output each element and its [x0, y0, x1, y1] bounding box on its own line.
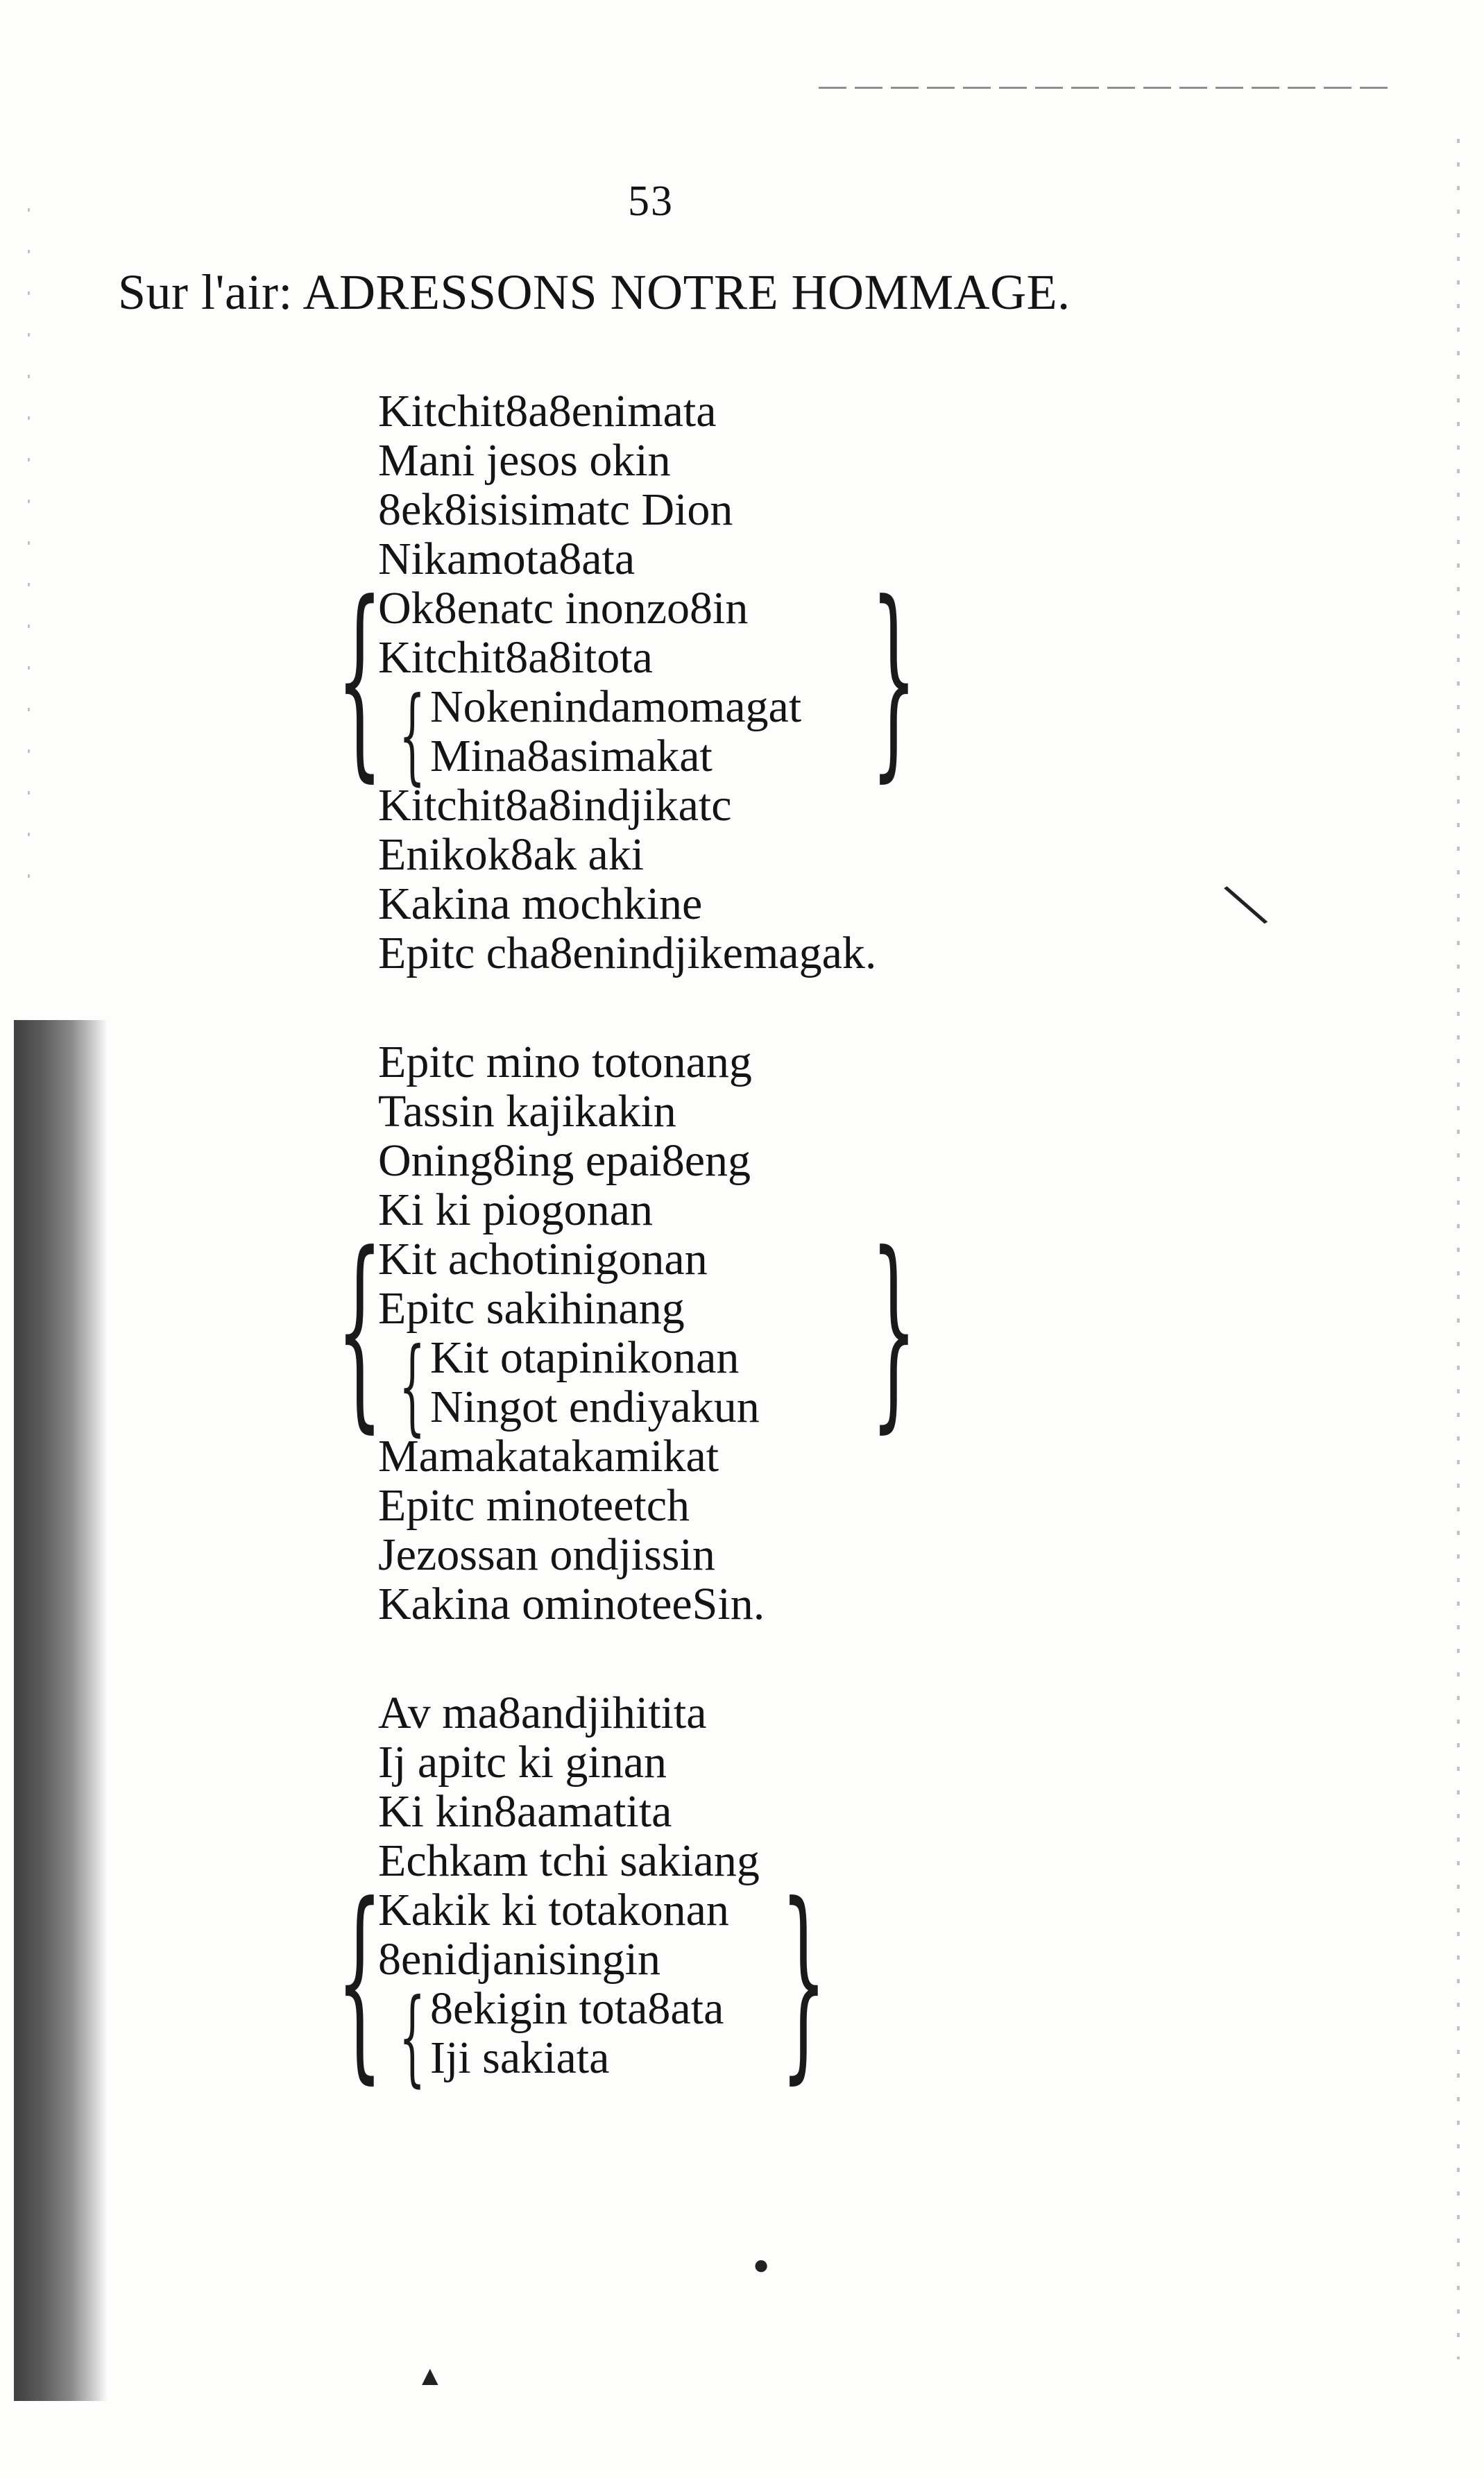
verse-line: Mina8asimakat: [430, 731, 713, 781]
right-large-brace: }: [871, 1209, 917, 1451]
verse-line: Kit achotinigonan: [378, 1234, 708, 1284]
verse-line: Enikok8ak aki: [378, 829, 645, 880]
left-small-brace: {: [399, 1977, 426, 2098]
verse-line: Kakik ki totakonan: [378, 1885, 729, 1935]
stray-print-mark: ●: [753, 2249, 770, 2280]
verse-line: Av ma8andjihitita: [378, 1688, 707, 1738]
left-large-brace: {: [336, 1209, 383, 1451]
verse-line: Ningot endiyakun: [430, 1382, 760, 1432]
verse-line: Epitc sakihinang: [378, 1283, 685, 1334]
verse-line: 8ekigin tota8ata: [430, 1983, 724, 2034]
verse-line: Epitc minoteetch: [378, 1480, 690, 1531]
binding-shadow: [14, 1020, 108, 2401]
verse-line: Ki ki piogonan: [378, 1185, 653, 1235]
verse-line: Mamakatakamikat: [378, 1431, 719, 1482]
right-large-brace: }: [781, 1860, 827, 2102]
verse-line: Mani jesos okin: [378, 435, 671, 486]
stanza-3: [336, 1688, 933, 2102]
verse-line: Iji sakiata: [430, 2033, 610, 2083]
verse-line: Kakina mochkine: [378, 879, 703, 929]
verse-line: Epitc mino totonang: [378, 1037, 752, 1087]
song-title: Sur l'air: ADRESSONS NOTRE HOMMAGE.: [118, 264, 1071, 320]
verse-line: Jezossan ondjissin: [378, 1529, 715, 1580]
verse-line: Kakina ominoteeSin.: [378, 1579, 765, 1629]
verse-line: Kitchit8a8itota: [378, 632, 653, 683]
verse-line: Ok8enatc inonzo8in: [378, 583, 749, 634]
left-large-brace: {: [336, 1860, 383, 2102]
verse-line: 8ek8isisimatc Dion: [378, 484, 733, 535]
verse-line: Nokenindamomagat: [430, 681, 802, 732]
stanza-1: [336, 386, 933, 978]
left-small-brace: {: [399, 675, 426, 796]
right-page-edge: [1457, 139, 1460, 2359]
verse-line: Kit otapinikonan: [430, 1332, 740, 1383]
verse-line: Epitc cha8enindjikemagak.: [378, 928, 877, 978]
left-small-brace: {: [399, 1326, 426, 1447]
stanza-2: [336, 1037, 933, 1629]
verse-line: Tassin kajikakin: [378, 1086, 676, 1137]
verse-line: Ij apitc ki ginan: [378, 1737, 667, 1788]
page-number: 53: [628, 178, 674, 225]
top-edge-rule: [819, 87, 1388, 89]
left-large-brace: {: [336, 558, 383, 800]
stray-print-mark: \: [1215, 862, 1276, 947]
verse-line: Ki kin8aamatita: [378, 1786, 672, 1837]
right-large-brace: }: [871, 558, 917, 800]
verse-line: Nikamota8ata: [378, 534, 636, 584]
verse-line: Kitchit8a8indjikatc: [378, 780, 732, 831]
verse-line: Kitchit8a8enimata: [378, 386, 717, 436]
verse-line: 8enidjanisingin: [378, 1934, 660, 1985]
verse-line: Echkam tchi sakiang: [378, 1835, 760, 1886]
left-page-edge: [28, 208, 30, 902]
stray-print-mark: ▲: [416, 2360, 444, 2391]
verse-line: Oning8ing epai8eng: [378, 1135, 751, 1186]
